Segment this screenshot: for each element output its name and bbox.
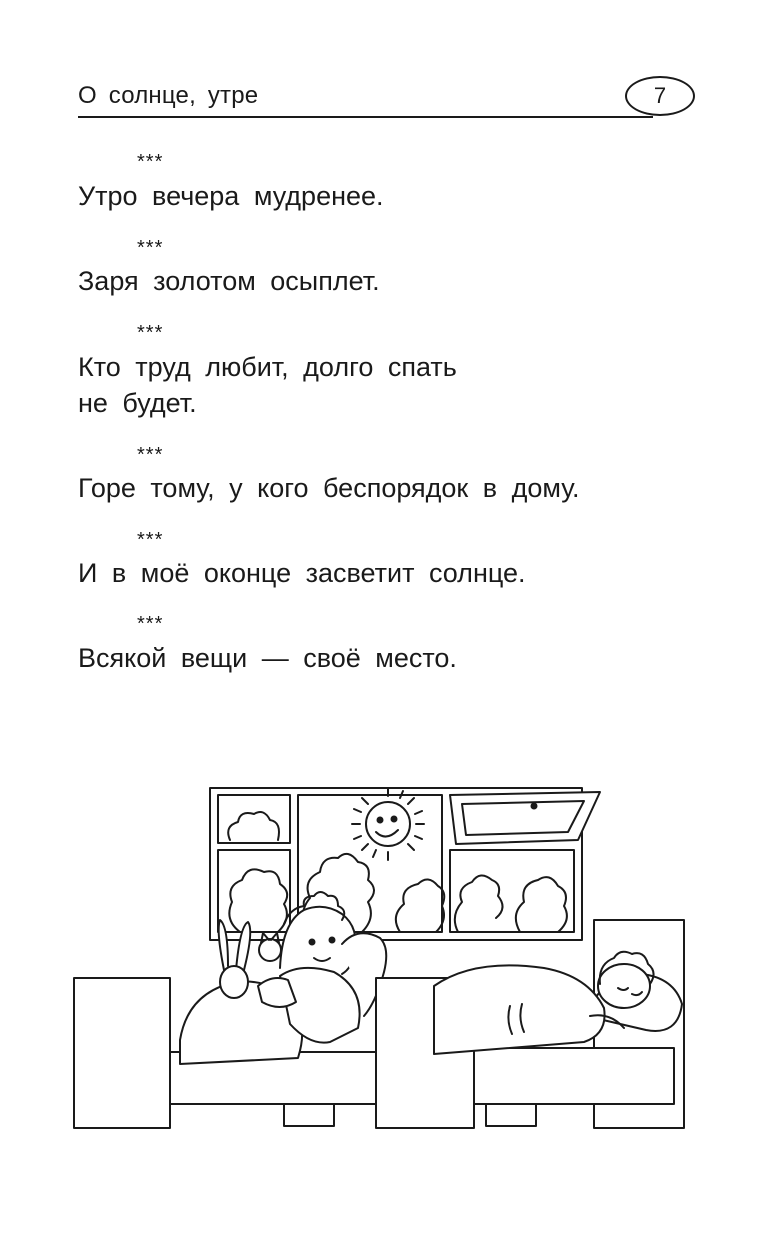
window-glass (462, 801, 584, 835)
sun-eye (378, 818, 383, 823)
proverb-separator: *** (137, 529, 164, 551)
child-eye (310, 940, 315, 945)
window-pane (218, 850, 290, 932)
proverb-separator: *** (137, 237, 164, 259)
proverb-2 (78, 263, 380, 299)
proverb-separator: *** (137, 322, 164, 344)
proverb-separator: *** (137, 151, 164, 173)
sleeping-child-head (598, 964, 650, 1008)
proverb-line: Утро вечера мудренее. (78, 181, 384, 211)
child-eye (330, 938, 335, 943)
header-divider (78, 116, 653, 118)
proverb-line: Заря золотом осыплет. (78, 266, 380, 296)
proverb-line: Горе тому, у кого беспорядок в дому. (78, 473, 580, 503)
proverb-3 (78, 349, 457, 421)
sun-eye (392, 817, 397, 822)
page-number (625, 76, 695, 116)
section-title: О солнце, утре (78, 82, 259, 109)
bed-leg (284, 1104, 334, 1126)
proverb-separator: *** (137, 613, 164, 635)
proverb-5 (78, 555, 526, 591)
page-number-text: 7 (653, 83, 667, 108)
toy-rabbit-head (220, 966, 248, 998)
proverb-line: Всякой вещи — своё место. (78, 643, 457, 673)
bedroom-illustration (70, 780, 700, 1140)
proverb-separator: *** (137, 444, 164, 466)
bed-leg (486, 1104, 536, 1126)
window-pane (450, 850, 574, 932)
sun-face (366, 802, 410, 846)
window-latch (532, 804, 537, 809)
bed-frame (474, 1048, 674, 1104)
right-bed (376, 920, 684, 1128)
proverb-6 (78, 640, 457, 676)
proverb-1 (78, 178, 384, 214)
bed-headboard (74, 978, 170, 1128)
toy-cat-head (259, 939, 281, 961)
proverb-4 (78, 470, 580, 506)
proverb-line: И в моё оконце засветит солнце. (78, 558, 526, 588)
blanket (434, 965, 605, 1054)
proverb-line: не будет. (78, 388, 197, 418)
proverb-line: Кто труд любит, долго спать (78, 352, 457, 382)
